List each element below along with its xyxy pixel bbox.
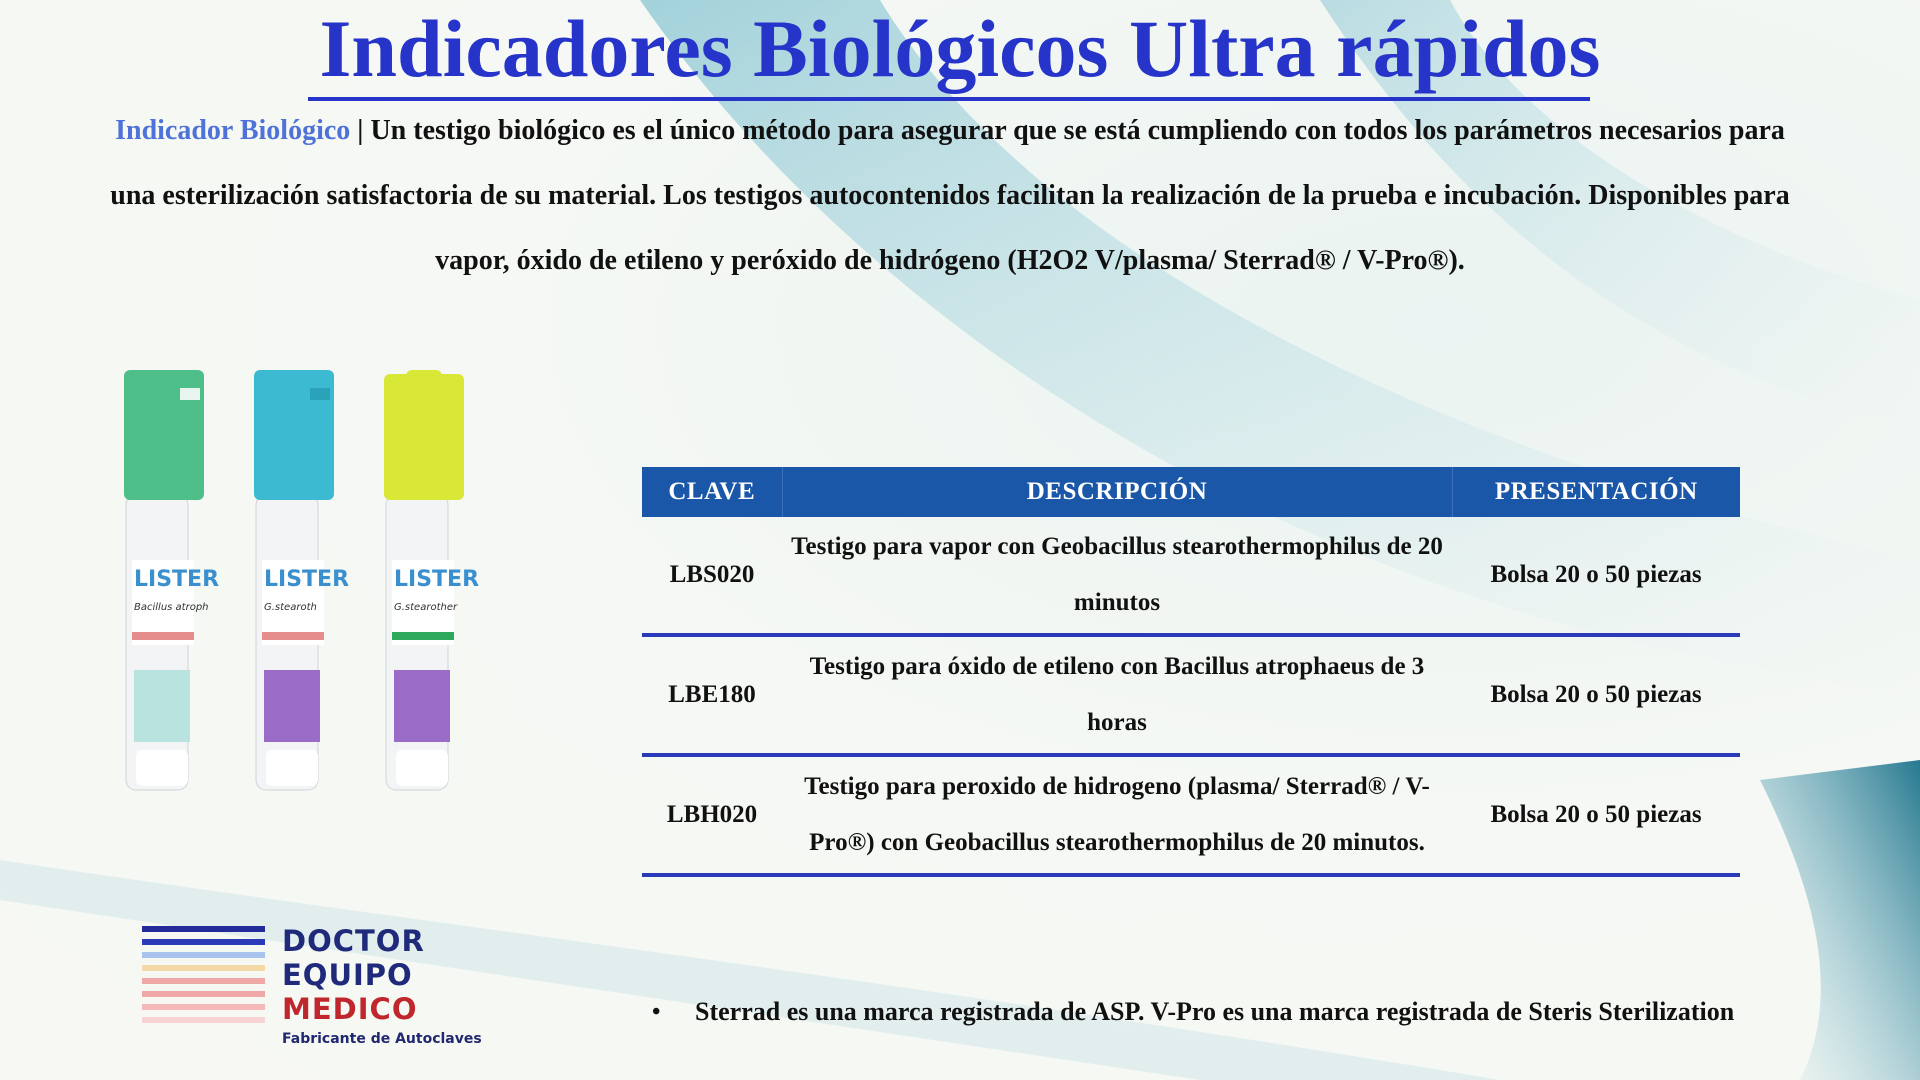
- cell-descripcion: Testigo para peroxido de hidrogeno (plasma/ Sterrad® / V-Pro®) con Geobacillus stearothermophilus de 20 minutos.: [782, 755, 1452, 875]
- cell-descripcion: Testigo para vapor con Geobacillus stearothermophilus de 20 minutos: [782, 517, 1452, 635]
- product-image-tubes: [110, 370, 490, 810]
- logo-tagline: Fabricante de Autoclaves: [282, 1031, 482, 1047]
- svg-text:LISTER: LISTER: [264, 567, 350, 592]
- logo-stripe: [142, 1017, 265, 1023]
- company-logo: [142, 922, 522, 1047]
- header-presentacion: PRESENTACIÓN: [1452, 467, 1740, 517]
- cell-presentacion: Bolsa 20 o 50 piezas: [1452, 517, 1740, 635]
- tube-blue: [254, 370, 349, 790]
- cell-clave: LBS020: [642, 517, 782, 635]
- cell-presentacion: Bolsa 20 o 50 piezas: [1452, 755, 1740, 875]
- tube-yellow: [384, 370, 479, 790]
- footnote-text: Sterrad es una marca registrada de ASP. V-Pro es una marca registrada de Steris Sterilization: [695, 997, 1735, 1026]
- products-table: [642, 467, 1740, 877]
- cell-clave: LBH020: [642, 755, 782, 875]
- table-row: [642, 517, 1740, 635]
- logo-stripe: [142, 1004, 265, 1010]
- cell-descripcion: Testigo para óxido de etileno con Bacillus atrophaeus de 3 horas: [782, 635, 1452, 755]
- cell-presentacion: Bolsa 20 o 50 piezas: [1452, 635, 1740, 755]
- logo-word-doctor: DOCTOR: [282, 924, 425, 958]
- header-descripcion: DESCRIPCIÓN: [782, 467, 1452, 517]
- bullet-icon: •: [652, 999, 661, 1025]
- cell-clave: LBE180: [642, 635, 782, 755]
- page-title: Indicadores Biológicos Ultra rápidos: [319, 3, 1601, 94]
- tube-green: [124, 370, 219, 790]
- table-row: [642, 755, 1740, 875]
- logo-word-equipo: EQUIPO: [282, 958, 413, 992]
- logo-stripe: [142, 978, 265, 984]
- header-clave: CLAVE: [642, 467, 782, 517]
- table-row: [642, 635, 1740, 755]
- logo-stripe: [142, 952, 265, 958]
- logo-stripe: [142, 939, 265, 945]
- table-header-row: [642, 467, 1740, 517]
- logo-stripe: [142, 926, 265, 932]
- svg-text:G.stearother: G.stearother: [394, 602, 458, 613]
- svg-text:LISTER: LISTER: [134, 567, 220, 592]
- logo-stripe: [142, 965, 265, 971]
- intro-body: Un testigo biológico es el único método para asegurar que se está cumpliendo con todos los parámetros necesarios para una esterilización satisfactoria de su material. Los testigos autocontenidos facilitan la realización de la prueba e incubación. Disponibles para vapor, óxido de etileno y peróxido de hidrógeno (H2O2 V/plasma/ Sterrad® / V-Pro®).: [110, 115, 1790, 276]
- intro-lead: Indicador Biológico: [115, 115, 351, 146]
- intro-paragraph: [100, 98, 1800, 293]
- svg-text:LISTER: LISTER: [394, 567, 480, 592]
- logo-word-medico: MEDICO: [282, 992, 418, 1026]
- logo-stripe: [142, 991, 265, 997]
- svg-text:G.stearoth: G.stearoth: [264, 602, 317, 613]
- intro-separator: |: [350, 115, 371, 146]
- svg-text:Bacillus atroph: Bacillus atroph: [134, 602, 209, 613]
